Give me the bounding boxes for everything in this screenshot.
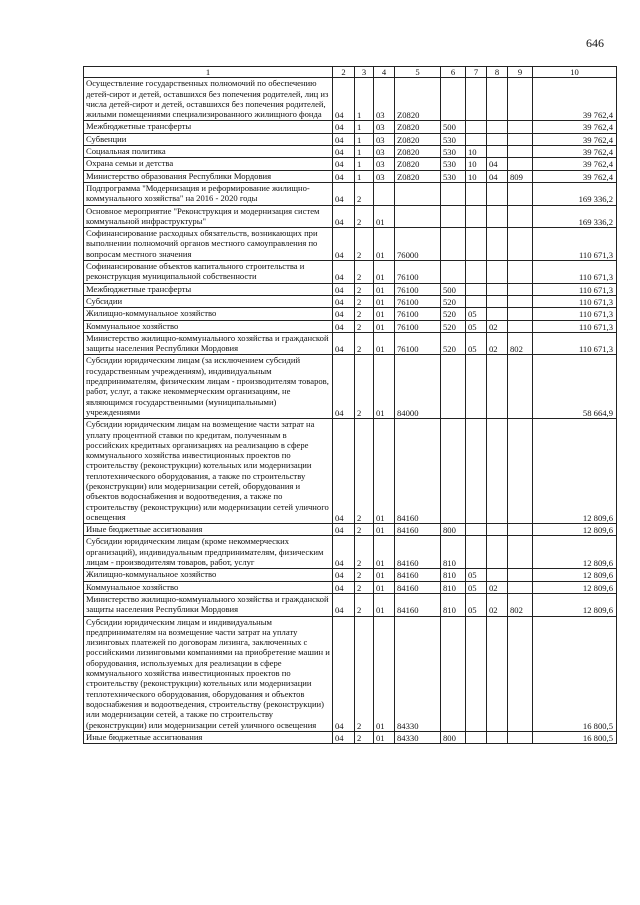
table-row	[84, 419, 617, 524]
cell-subprogram: 2	[355, 308, 374, 320]
cell-subsection	[487, 569, 508, 581]
cell-subprogram: 2	[355, 228, 374, 261]
cell-ministry	[508, 731, 533, 743]
cell-event: 01	[374, 524, 395, 536]
cell-type: 500	[441, 121, 466, 133]
cell-code: 76100	[395, 261, 441, 284]
cell-subsection	[487, 355, 508, 419]
column-header-2: 2	[333, 67, 355, 78]
cell-section: 04	[333, 569, 355, 581]
table-header-row	[84, 67, 617, 78]
cell-event	[374, 182, 395, 205]
cell-event: 01	[374, 261, 395, 284]
table-row	[84, 182, 617, 205]
cell-ministry	[508, 419, 533, 524]
cell-type	[441, 205, 466, 228]
cell-event: 01	[374, 536, 395, 569]
cell-subsection	[487, 133, 508, 145]
cell-event: 03	[374, 146, 395, 158]
table-row	[84, 228, 617, 261]
table-row	[84, 332, 617, 355]
cell-amount: 16 800,5	[533, 731, 617, 743]
column-header-8: 8	[487, 67, 508, 78]
cell-amount: 39 762,4	[533, 78, 617, 121]
cell-code: 76100	[395, 295, 441, 307]
cell-subsection	[487, 731, 508, 743]
cell-event: 03	[374, 121, 395, 133]
cell-subsection: 04	[487, 170, 508, 182]
cell-code: Z0820	[395, 158, 441, 170]
column-header-9: 9	[508, 67, 533, 78]
cell-event: 01	[374, 616, 395, 731]
cell-subsection	[487, 283, 508, 295]
cell-type	[441, 78, 466, 121]
cell-amount: 110 671,3	[533, 320, 617, 332]
table-row	[84, 569, 617, 581]
budget-table	[83, 66, 617, 744]
cell-code	[395, 182, 441, 205]
cell-ministry: 802	[508, 593, 533, 616]
table-row	[84, 524, 617, 536]
cell-ministry	[508, 355, 533, 419]
cell-description: Софинансирование расходных обязательств, возникающих при выполнении полномочий органов местного самоуправления по вопросам местного значения	[84, 228, 333, 261]
cell-description: Иные бюджетные ассигнования	[84, 524, 333, 536]
cell-type: 810	[441, 536, 466, 569]
cell-subsection	[487, 205, 508, 228]
cell-event: 01	[374, 569, 395, 581]
cell-description: Коммунальное хозяйство	[84, 320, 333, 332]
cell-type: 520	[441, 320, 466, 332]
cell-description: Коммунальное хозяйство	[84, 581, 333, 593]
cell-chapter	[466, 524, 487, 536]
column-header-1: 1	[84, 67, 333, 78]
cell-section: 04	[333, 524, 355, 536]
cell-type: 520	[441, 295, 466, 307]
cell-description: Охрана семьи и детства	[84, 158, 333, 170]
cell-ministry	[508, 158, 533, 170]
cell-amount: 110 671,3	[533, 261, 617, 284]
cell-section: 04	[333, 133, 355, 145]
cell-type: 520	[441, 332, 466, 355]
cell-event: 01	[374, 332, 395, 355]
cell-subsection: 02	[487, 581, 508, 593]
cell-amount: 39 762,4	[533, 133, 617, 145]
table-row	[84, 295, 617, 307]
cell-type: 530	[441, 158, 466, 170]
cell-code: 84330	[395, 616, 441, 731]
cell-ministry	[508, 536, 533, 569]
cell-subsection	[487, 78, 508, 121]
cell-description: Межбюджетные трансферты	[84, 121, 333, 133]
cell-type: 800	[441, 731, 466, 743]
cell-ministry	[508, 261, 533, 284]
cell-section: 04	[333, 332, 355, 355]
cell-subsection	[487, 295, 508, 307]
column-header-7: 7	[466, 67, 487, 78]
cell-ministry	[508, 581, 533, 593]
cell-section: 04	[333, 536, 355, 569]
cell-amount: 110 671,3	[533, 308, 617, 320]
cell-type	[441, 355, 466, 419]
table-row	[84, 616, 617, 731]
column-header-3: 3	[355, 67, 374, 78]
cell-section: 04	[333, 228, 355, 261]
cell-event: 03	[374, 133, 395, 145]
cell-chapter	[466, 295, 487, 307]
cell-section: 04	[333, 616, 355, 731]
cell-type: 810	[441, 569, 466, 581]
cell-event: 01	[374, 355, 395, 419]
cell-amount: 39 762,4	[533, 170, 617, 182]
cell-code: 84160	[395, 536, 441, 569]
cell-subsection	[487, 419, 508, 524]
cell-amount: 169 336,2	[533, 182, 617, 205]
cell-chapter	[466, 536, 487, 569]
cell-description: Основное мероприятие "Реконструкция и модернизация систем коммунальной инфраструктуры"	[84, 205, 333, 228]
cell-section: 04	[333, 205, 355, 228]
cell-section: 04	[333, 78, 355, 121]
cell-subsection	[487, 261, 508, 284]
cell-type: 530	[441, 146, 466, 158]
cell-code: 84330	[395, 731, 441, 743]
cell-chapter	[466, 182, 487, 205]
cell-subsection	[487, 524, 508, 536]
cell-subprogram: 1	[355, 146, 374, 158]
cell-chapter: 10	[466, 170, 487, 182]
table-row	[84, 536, 617, 569]
cell-ministry: 809	[508, 170, 533, 182]
table-body	[84, 78, 617, 744]
table-row	[84, 170, 617, 182]
column-header-5: 5	[395, 67, 441, 78]
cell-subprogram: 2	[355, 295, 374, 307]
cell-code: 76100	[395, 308, 441, 320]
cell-chapter: 05	[466, 581, 487, 593]
cell-code: Z0820	[395, 78, 441, 121]
cell-ministry	[508, 569, 533, 581]
cell-description: Субсидии	[84, 295, 333, 307]
table-row	[84, 355, 617, 419]
cell-subsection	[487, 536, 508, 569]
cell-event: 03	[374, 158, 395, 170]
cell-code: 84160	[395, 419, 441, 524]
cell-amount: 39 762,4	[533, 121, 617, 133]
cell-section: 04	[333, 731, 355, 743]
cell-section: 04	[333, 283, 355, 295]
cell-section: 04	[333, 419, 355, 524]
cell-event: 01	[374, 731, 395, 743]
cell-chapter	[466, 205, 487, 228]
cell-type: 530	[441, 170, 466, 182]
cell-ministry	[508, 295, 533, 307]
cell-code: 84160	[395, 524, 441, 536]
cell-section: 04	[333, 308, 355, 320]
cell-chapter: 05	[466, 308, 487, 320]
cell-section: 04	[333, 581, 355, 593]
cell-event: 01	[374, 320, 395, 332]
table-row	[84, 731, 617, 743]
table-row	[84, 261, 617, 284]
cell-description: Жилищно-коммунальное хозяйство	[84, 569, 333, 581]
cell-section: 04	[333, 295, 355, 307]
cell-subprogram: 2	[355, 731, 374, 743]
cell-chapter	[466, 228, 487, 261]
cell-event: 01	[374, 581, 395, 593]
cell-type: 520	[441, 308, 466, 320]
cell-description: Подпрограмма "Модернизация и реформирование жилищно-коммунального хозяйства" на 2016 - 2020 годы	[84, 182, 333, 205]
cell-event: 03	[374, 78, 395, 121]
cell-section: 04	[333, 158, 355, 170]
cell-section: 04	[333, 170, 355, 182]
cell-ministry	[508, 205, 533, 228]
cell-chapter: 05	[466, 593, 487, 616]
cell-chapter	[466, 355, 487, 419]
cell-chapter	[466, 261, 487, 284]
cell-ministry	[508, 308, 533, 320]
cell-ministry	[508, 182, 533, 205]
table-row	[84, 320, 617, 332]
cell-amount: 12 809,6	[533, 524, 617, 536]
cell-section: 04	[333, 146, 355, 158]
cell-subsection	[487, 121, 508, 133]
cell-chapter	[466, 121, 487, 133]
cell-chapter: 05	[466, 332, 487, 355]
cell-ministry	[508, 133, 533, 145]
page-number: 646	[586, 36, 604, 50]
cell-description: Субсидии юридическим лицам на возмещение части затрат на уплату процентной ставки по кредитам, полученным в российских кредитных организациях на реализацию в сфере коммунального хозяйства инвестиционных проектов по строительству (реконструкции) котельных или модернизации теплотехнического оборудования, а также по строительству (реконструкции) или модернизации сетей, оборудования и объектов водоснабжения и водоотведения, а также по строительству (реконструкции) или модернизации сетей уличного освещения	[84, 419, 333, 524]
cell-description: Министерство жилищно-коммунального хозяйства и гражданской защиты населения Республики Мордовия	[84, 332, 333, 355]
cell-code	[395, 205, 441, 228]
table-row	[84, 205, 617, 228]
cell-subsection: 02	[487, 320, 508, 332]
cell-chapter	[466, 616, 487, 731]
cell-section: 04	[333, 261, 355, 284]
table-row	[84, 133, 617, 145]
cell-subprogram: 2	[355, 593, 374, 616]
cell-section: 04	[333, 320, 355, 332]
cell-subprogram: 2	[355, 182, 374, 205]
cell-event: 01	[374, 283, 395, 295]
cell-subsection	[487, 616, 508, 731]
cell-amount: 169 336,2	[533, 205, 617, 228]
cell-description: Социальная политика	[84, 146, 333, 158]
cell-event: 01	[374, 308, 395, 320]
cell-subprogram: 2	[355, 524, 374, 536]
cell-amount: 12 809,6	[533, 581, 617, 593]
cell-event: 01	[374, 419, 395, 524]
cell-subsection	[487, 182, 508, 205]
cell-code: Z0820	[395, 133, 441, 145]
cell-subprogram: 1	[355, 133, 374, 145]
cell-amount: 39 762,4	[533, 158, 617, 170]
cell-event: 03	[374, 170, 395, 182]
cell-section: 04	[333, 355, 355, 419]
cell-subprogram: 2	[355, 205, 374, 228]
cell-description: Софинансирование объектов капитального строительства и реконструкция муниципальной собственности	[84, 261, 333, 284]
cell-description: Министерство жилищно-коммунального хозяйства и гражданской защиты населения Республики Мордовия	[84, 593, 333, 616]
cell-subprogram: 2	[355, 581, 374, 593]
table-row	[84, 158, 617, 170]
cell-amount: 12 809,6	[533, 569, 617, 581]
cell-chapter: 10	[466, 158, 487, 170]
cell-code: 76100	[395, 320, 441, 332]
cell-ministry	[508, 320, 533, 332]
cell-subsection: 04	[487, 158, 508, 170]
cell-code: 84160	[395, 593, 441, 616]
cell-code: Z0820	[395, 121, 441, 133]
cell-ministry	[508, 121, 533, 133]
cell-description: Субсидии юридическим лицам и индивидуальным предпринимателям на возмещение части затрат на уплату лизинговых платежей по договорам лизинга, заключенных с российскими лизинговыми компаниями на приобретение машин и оборудования, используемых для реализации в сфере коммунального хозяйства инвестиционных проектов по строительству (реконструкции) котельных или модернизации теплотехнического оборудования, оборудования и объектов водоснабжения и водоотведения, строительству (реконструкции) или модернизации сетей, а также по строительству (реконструкции) или модернизации сетей уличного освещения	[84, 616, 333, 731]
cell-amount: 16 800,5	[533, 616, 617, 731]
cell-code: Z0820	[395, 170, 441, 182]
cell-code: 76100	[395, 332, 441, 355]
cell-amount: 110 671,3	[533, 295, 617, 307]
cell-type: 800	[441, 524, 466, 536]
cell-subprogram: 2	[355, 283, 374, 295]
cell-event: 01	[374, 295, 395, 307]
cell-ministry	[508, 146, 533, 158]
cell-chapter: 10	[466, 146, 487, 158]
cell-type	[441, 419, 466, 524]
cell-description: Субсидии юридическим лицам (кроме некоммерческих организаций), индивидуальным предпринимателям, физическим лицам - производителям товаров, работ, услуг	[84, 536, 333, 569]
cell-type: 810	[441, 593, 466, 616]
cell-subprogram: 1	[355, 170, 374, 182]
cell-subprogram: 2	[355, 616, 374, 731]
cell-code: 84000	[395, 355, 441, 419]
table-row	[84, 78, 617, 121]
table-row	[84, 283, 617, 295]
cell-event: 01	[374, 205, 395, 228]
cell-subsection: 02	[487, 332, 508, 355]
cell-description: Жилищно-коммунальное хозяйство	[84, 308, 333, 320]
column-header-4: 4	[374, 67, 395, 78]
column-header-6: 6	[441, 67, 466, 78]
cell-subprogram: 2	[355, 569, 374, 581]
cell-subsection: 02	[487, 593, 508, 616]
cell-description: Осуществление государственных полномочий по обеспечению детей-сирот и детей, оставшихся без попечения родителей, лиц из числа детей-сирот и детей, оставшихся без попечения родителей, жилыми помещениями специализированного жилищного фонда	[84, 78, 333, 121]
table-row	[84, 308, 617, 320]
cell-subsection	[487, 146, 508, 158]
cell-code: 84160	[395, 569, 441, 581]
cell-type	[441, 616, 466, 731]
cell-chapter	[466, 133, 487, 145]
cell-code: 76100	[395, 283, 441, 295]
cell-chapter: 05	[466, 569, 487, 581]
cell-description: Межбюджетные трансферты	[84, 283, 333, 295]
cell-description: Субвенции	[84, 133, 333, 145]
cell-code: 84160	[395, 581, 441, 593]
cell-ministry	[508, 228, 533, 261]
cell-description: Иные бюджетные ассигнования	[84, 731, 333, 743]
cell-description: Субсидии юридическим лицам (за исключением субсидий государственным учреждениям), индивидуальным предпринимателям, физическим лицам - производителям товаров, работ, услуг, а также некоммерческим организациям, не являющимся государственными (муниципальными) учреждениями	[84, 355, 333, 419]
cell-type	[441, 228, 466, 261]
cell-amount: 110 671,3	[533, 332, 617, 355]
cell-subprogram: 2	[355, 419, 374, 524]
table-row	[84, 146, 617, 158]
cell-ministry	[508, 283, 533, 295]
cell-amount: 12 809,6	[533, 593, 617, 616]
cell-ministry	[508, 524, 533, 536]
cell-chapter	[466, 283, 487, 295]
cell-type	[441, 261, 466, 284]
cell-amount: 110 671,3	[533, 228, 617, 261]
cell-subprogram: 1	[355, 121, 374, 133]
cell-subprogram: 2	[355, 261, 374, 284]
cell-ministry	[508, 616, 533, 731]
table-row	[84, 581, 617, 593]
cell-ministry: 802	[508, 332, 533, 355]
cell-subprogram: 2	[355, 320, 374, 332]
cell-subsection	[487, 228, 508, 261]
cell-type	[441, 182, 466, 205]
cell-type: 500	[441, 283, 466, 295]
cell-subprogram: 1	[355, 78, 374, 121]
table-row	[84, 593, 617, 616]
cell-section: 04	[333, 121, 355, 133]
cell-event: 01	[374, 593, 395, 616]
cell-type: 530	[441, 133, 466, 145]
cell-section: 04	[333, 182, 355, 205]
cell-ministry	[508, 78, 533, 121]
cell-type: 810	[441, 581, 466, 593]
cell-code: 76000	[395, 228, 441, 261]
cell-amount: 12 809,6	[533, 536, 617, 569]
cell-section: 04	[333, 593, 355, 616]
cell-subprogram: 1	[355, 158, 374, 170]
cell-chapter	[466, 731, 487, 743]
cell-amount: 58 664,9	[533, 355, 617, 419]
cell-chapter	[466, 78, 487, 121]
cell-amount: 110 671,3	[533, 283, 617, 295]
cell-event: 01	[374, 228, 395, 261]
cell-description: Министерство образования Республики Мордовия	[84, 170, 333, 182]
cell-chapter	[466, 419, 487, 524]
cell-amount: 39 762,4	[533, 146, 617, 158]
table-row	[84, 121, 617, 133]
cell-amount: 12 809,6	[533, 419, 617, 524]
cell-subprogram: 2	[355, 332, 374, 355]
cell-code: Z0820	[395, 146, 441, 158]
cell-subsection	[487, 308, 508, 320]
cell-chapter: 05	[466, 320, 487, 332]
cell-subprogram: 2	[355, 355, 374, 419]
cell-subprogram: 2	[355, 536, 374, 569]
column-header-10: 10	[533, 67, 617, 78]
